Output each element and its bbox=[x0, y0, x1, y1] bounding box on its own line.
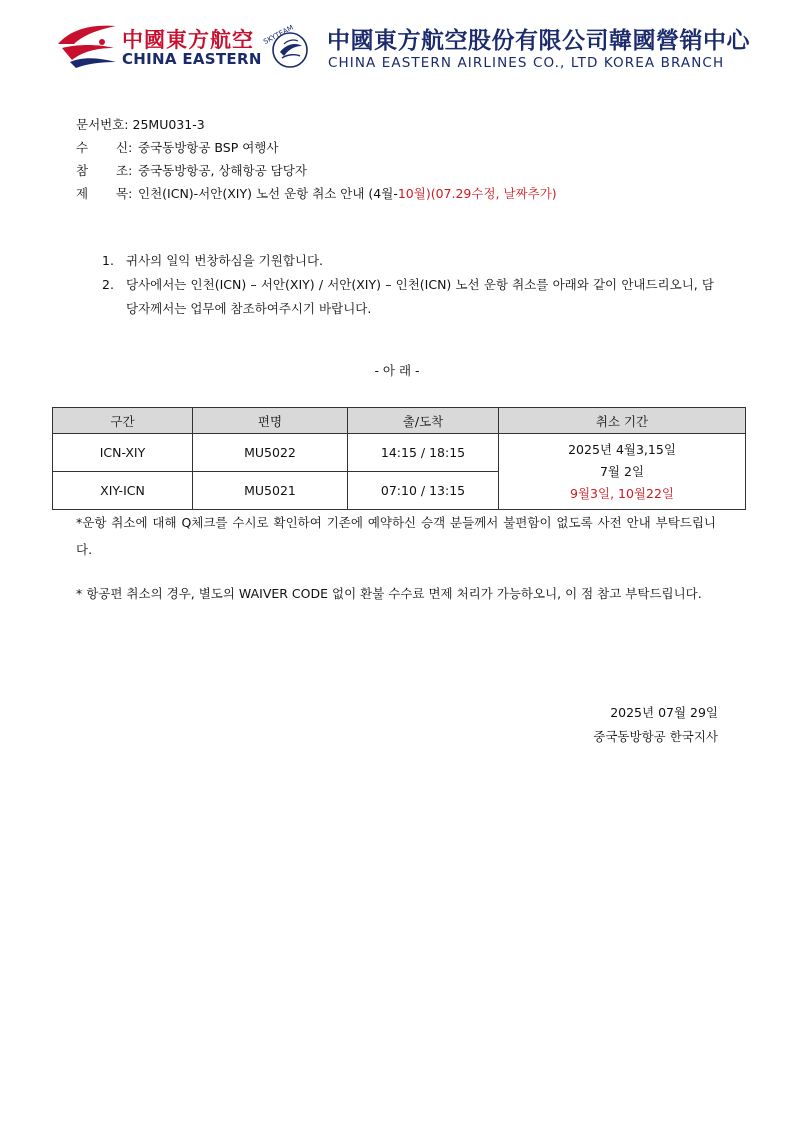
reference-label-1: 참 bbox=[76, 163, 89, 178]
period-line-1: 2025년 4월3,15일 bbox=[568, 441, 676, 457]
header-time: 출/도착 bbox=[348, 408, 499, 434]
skyteam-logo-icon bbox=[262, 22, 314, 72]
paragraph-1 bbox=[102, 249, 714, 273]
note-qcheck: *운항 취소에 대해 Q체크를 수시로 확인하여 기존에 예약하신 승객 분들께서 불편함이 없도록 사전 안내 부탁드립니다. bbox=[76, 515, 716, 557]
doc-number-value: 25MU031-3 bbox=[132, 117, 205, 132]
recipient-label-1: 수 bbox=[76, 140, 89, 155]
paragraph-1-number: 1. bbox=[102, 253, 114, 268]
brand-name-english: CHINA EASTERN bbox=[122, 50, 262, 68]
route-cell: XIY-ICN bbox=[53, 472, 193, 510]
flight-cell: MU5022 bbox=[193, 434, 348, 472]
skyteam-label: SKYTEAM bbox=[262, 23, 295, 46]
section-title: - 아 래 - bbox=[374, 363, 420, 378]
doc-number-row bbox=[76, 116, 726, 139]
brand-name-chinese: 中國東方航空 bbox=[122, 28, 254, 52]
cancel-period-cell bbox=[499, 434, 746, 510]
issue-date: 2025년 07월 29일 bbox=[610, 705, 718, 720]
note-waiver: * 항공편 취소의 경우, 별도의 WAIVER CODE 없이 환불 수수료 면제 처리가 가능하오니, 이 점 참고 부탁드립니다. bbox=[76, 586, 702, 601]
table-header-row bbox=[53, 408, 746, 434]
document-meta bbox=[76, 116, 726, 208]
time-cell: 07:10 / 13:15 bbox=[348, 472, 499, 510]
time-cell: 14:15 / 18:15 bbox=[348, 434, 499, 472]
route-cell: ICN-XIY bbox=[53, 434, 193, 472]
reference-label-2: 조: bbox=[116, 163, 133, 178]
paragraph-1-text: 귀사의 일익 번창하심을 기원합니다. bbox=[126, 253, 324, 268]
paragraph-2-number: 2. bbox=[102, 277, 114, 292]
subject-row bbox=[76, 185, 726, 208]
reference-value: 중국동방항공, 상해항공 담당자 bbox=[138, 163, 307, 178]
subject-label-1: 제 bbox=[76, 186, 89, 201]
paragraph-2 bbox=[102, 273, 714, 321]
header-period: 취소 기간 bbox=[499, 408, 746, 434]
recipient-label-2: 신: bbox=[116, 140, 133, 155]
flight-cell: MU5021 bbox=[193, 472, 348, 510]
company-name-english: CHINA EASTERN AIRLINES CO., LTD KOREA BRANCH bbox=[328, 55, 725, 71]
cancellation-table bbox=[52, 407, 746, 510]
company-name-chinese: 中國東方航空股份有限公司韓國營销中心 bbox=[327, 28, 750, 54]
doc-number-label: 문서번호: bbox=[76, 117, 129, 132]
period-line-3: 9월3일, 10월22일 bbox=[570, 485, 674, 501]
table-row bbox=[53, 434, 746, 472]
reference-row bbox=[76, 162, 726, 185]
subject-label-2: 목: bbox=[116, 186, 133, 201]
recipient-row bbox=[76, 139, 726, 162]
china-eastern-swallow-logo-icon bbox=[56, 22, 118, 68]
recipient-value: 중국동방항공 BSP 여행사 bbox=[138, 140, 279, 155]
paragraph-2-text: 당사에서는 인천(ICN) – 서안(XIY) / 서안(XIY) – 인천(ICN) 노선 운항 취소를 아래와 같이 안내드리오니, 담당자께서는 업무에 참조하여주시기 바랍니다. bbox=[126, 277, 714, 316]
header-flight: 편명 bbox=[193, 408, 348, 434]
subject-value bbox=[138, 185, 557, 203]
subject-main: 인천(ICN)-서안(XIY) 노선 운항 취소 안내 (4월- bbox=[138, 186, 398, 201]
subject-revision-note: 10월)(07.29수정, 날짜추가) bbox=[397, 186, 557, 201]
header-route: 구간 bbox=[53, 408, 193, 434]
period-line-2: 7월 2일 bbox=[599, 463, 645, 479]
signature: 중국동방항공 한국지사 bbox=[593, 729, 718, 744]
